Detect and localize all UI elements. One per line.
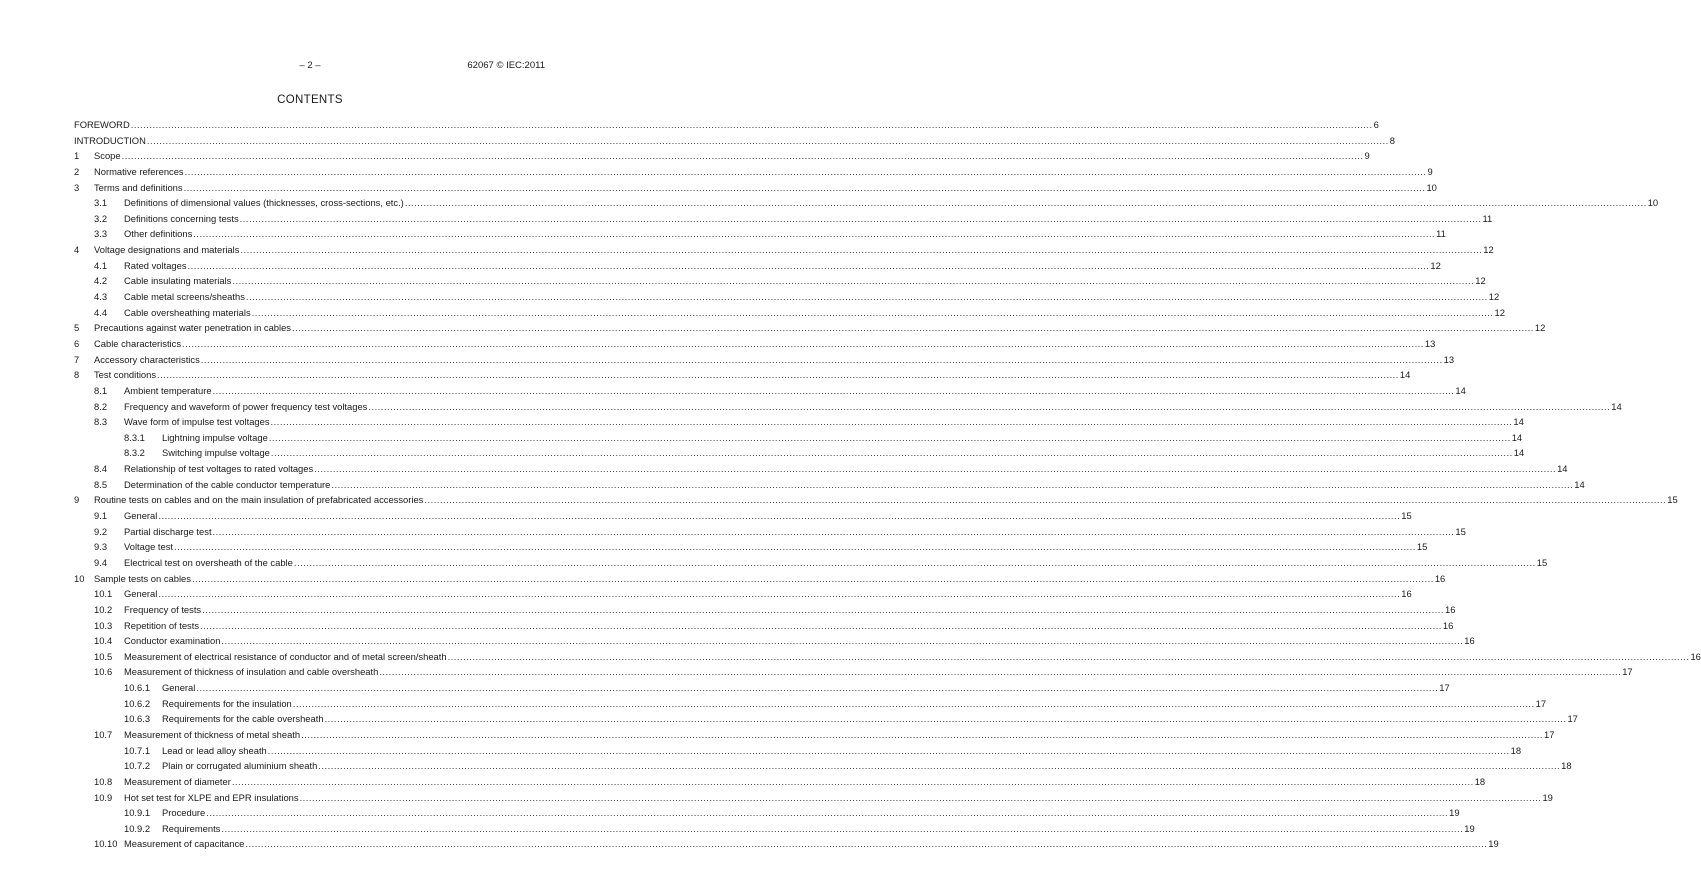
toc-entry-number: 9.2	[94, 525, 108, 537]
toc-entry[interactable]	[74, 242, 1494, 258]
toc-entry[interactable]	[74, 836, 1499, 852]
toc-entry-number: 7	[74, 353, 80, 365]
toc-entry-number: 8.3.2	[124, 447, 145, 459]
table-of-contents	[74, 117, 1701, 852]
toc-entry-page: 18	[1561, 760, 1572, 772]
dot-leader: ................................................................................................................................................................................................................................................................................................................................................................................................................	[121, 150, 1364, 162]
toc-entry-page: 12	[1534, 322, 1546, 334]
toc-entry-page: 17	[1567, 713, 1578, 725]
dot-leader: ................................................................................................................................................................................................................................................................................................................................................................................................................	[191, 572, 1434, 584]
toc-entry-title: Terms and definitions	[94, 181, 183, 193]
toc-entry-number: 10.9.2	[124, 822, 151, 834]
toc-entry[interactable]	[74, 133, 1395, 149]
toc-entry[interactable]	[74, 790, 1553, 806]
toc-entry-number: 8.4	[94, 463, 108, 475]
toc-entry-page: 17	[1535, 697, 1547, 709]
toc-entry-number: 4.4	[94, 306, 108, 318]
dot-leader: ................................................................................................................................................................................................................................................................................................................................................................................................................	[200, 619, 1442, 631]
toc-entry-title: Voltage designations and materials	[94, 244, 240, 256]
toc-entry-title: Relationship of test voltages to rated voltages	[124, 463, 314, 475]
toc-entry[interactable]	[74, 618, 1454, 634]
dot-leader: ................................................................................................................................................................................................................................................................................................................................................................................................................	[239, 212, 1482, 224]
toc-entry-page: 8	[1389, 134, 1395, 146]
toc-entry-number: 10.3	[94, 619, 113, 631]
toc-entry[interactable]	[74, 758, 1572, 774]
dot-leader: ................................................................................................................................................................................................................................................................................................................................................................................................................	[196, 682, 1439, 694]
toc-entry[interactable]	[74, 774, 1486, 790]
dot-leader: ................................................................................................................................................................................................................................................................................................................................................................................................................	[292, 322, 1534, 334]
toc-entry-title: Routine tests on cables and on the main insulation of prefabricated accessories	[94, 494, 424, 506]
toc-entry-title: Definitions concerning tests	[124, 212, 239, 224]
toc-entry-title: Test conditions	[94, 369, 157, 381]
toc-entry[interactable]	[74, 664, 1633, 680]
toc-entry-page: 12	[1475, 275, 1486, 287]
toc-entry-title: Determination of the cable conductor temperature	[124, 478, 331, 490]
toc-entry-number: 3.1	[94, 197, 108, 209]
dot-leader: ................................................................................................................................................................................................................................................................................................................................................................................................................	[292, 697, 1535, 709]
toc-entry-page: 19	[1464, 822, 1475, 834]
toc-entry-page: 14	[1513, 447, 1525, 459]
dot-leader: ................................................................................................................................................................................................................................................................................................................................................................................................................	[221, 822, 1464, 834]
page-number: – 2 –	[299, 60, 321, 71]
toc-entry-title: Conductor examination	[124, 635, 221, 647]
toc-entry-title: Measurement of electrical resistance of conductor and of metal screen/sheath	[124, 650, 447, 662]
toc-entry-title: Normative references	[94, 165, 184, 177]
toc-entry[interactable]	[74, 367, 1411, 383]
toc-entry-title: Cable metal screens/sheaths	[124, 291, 245, 303]
dot-leader: ................................................................................................................................................................................................................................................................................................................................................................................................................	[184, 165, 1427, 177]
toc-entry[interactable]	[74, 649, 1701, 665]
toc-entry-page: 13	[1424, 337, 1436, 349]
dot-leader: ................................................................................................................................................................................................................................................................................................................................................................................................................	[299, 791, 1542, 803]
dot-leader: ................................................................................................................................................................................................................................................................................................................................................................................................................	[379, 666, 1622, 678]
toc-entry-title: Cable insulating materials	[124, 275, 232, 287]
dot-leader: ................................................................................................................................................................................................................................................................................................................................................................................................................	[324, 713, 1567, 725]
toc-entry-title: Scope	[94, 150, 121, 162]
toc-entry-page: 19	[1449, 807, 1460, 819]
toc-entry-title: Requirements	[162, 822, 221, 834]
toc-entry-page: 17	[1622, 666, 1633, 678]
dot-leader: ................................................................................................................................................................................................................................................................................................................................................................................................................	[314, 463, 1557, 475]
toc-entry-title: General	[124, 510, 158, 522]
toc-entry-number: 8.1	[94, 384, 108, 396]
toc-entry-page: 11	[1482, 212, 1493, 224]
toc-entry-page: 13	[1443, 353, 1455, 365]
toc-entry[interactable]	[74, 492, 1678, 508]
toc-entry-number: 10.7	[94, 728, 113, 740]
dot-leader: ................................................................................................................................................................................................................................................................................................................................................................................................................	[245, 838, 1488, 850]
toc-entry[interactable]	[74, 727, 1555, 743]
toc-entry[interactable]	[74, 414, 1524, 430]
toc-entry[interactable]	[74, 336, 1436, 352]
toc-entry-title: Switching impulse voltage	[162, 447, 270, 459]
toc-entry-title: Requirements for the cable oversheath	[162, 713, 324, 725]
toc-entry-number: 10.5	[94, 650, 113, 662]
toc-entry-title: General	[124, 588, 158, 600]
dot-leader: ................................................................................................................................................................................................................................................................................................................................................................................................................	[231, 775, 1474, 787]
toc-entry-number: 8.3.1	[124, 431, 145, 443]
toc-entry-title: Cable characteristics	[94, 337, 182, 349]
dot-leader: ................................................................................................................................................................................................................................................................................................................................................................................................................	[268, 431, 1511, 443]
toc-entry-number: 3	[74, 181, 80, 193]
toc-entry-title: Voltage test	[124, 541, 173, 553]
toc-entry[interactable]	[74, 399, 1622, 415]
toc-entry-page: 16	[1401, 588, 1412, 600]
toc-entry-number: 3.2	[94, 212, 108, 224]
toc-entry-page: 18	[1510, 744, 1522, 756]
toc-entry-number: 6	[74, 337, 80, 349]
dot-leader: ................................................................................................................................................................................................................................................................................................................................................................................................................	[267, 744, 1510, 756]
dot-leader: ................................................................................................................................................................................................................................................................................................................................................................................................................	[368, 400, 1611, 412]
toc-entry-title: Definitions of dimensional values (thicknesses, cross-sections, etc.)	[124, 197, 404, 209]
toc-entry[interactable]	[74, 680, 1450, 696]
toc-entry-page: 16	[1442, 619, 1454, 631]
toc-entry[interactable]	[74, 289, 1500, 305]
toc-entry-page: 16	[1690, 650, 1701, 662]
toc-entry[interactable]	[74, 445, 1525, 461]
dot-leader: ................................................................................................................................................................................................................................................................................................................................................................................................................	[193, 228, 1436, 240]
toc-entry-number: 10.6.2	[124, 697, 151, 709]
toc-entry-title: Electrical test on oversheath of the cable	[124, 556, 293, 568]
toc-entry-page: 12	[1488, 291, 1500, 303]
toc-entry-title: Other definitions	[124, 228, 193, 240]
toc-entry-number: 4	[74, 244, 80, 256]
toc-entry[interactable]	[74, 571, 1446, 587]
toc-entry-number: 10.8	[94, 775, 113, 787]
dot-leader: ................................................................................................................................................................................................................................................................................................................................................................................................................	[174, 541, 1416, 553]
toc-entry[interactable]	[74, 586, 1412, 602]
toc-entry-page: 14	[1574, 478, 1585, 490]
toc-entry-page: 15	[1667, 494, 1678, 506]
toc-entry-page: 15	[1536, 556, 1548, 568]
toc-entry-number: 9.1	[94, 510, 108, 522]
toc-entry-title: General	[162, 682, 196, 694]
dot-leader: ................................................................................................................................................................................................................................................................................................................................................................................................................	[221, 635, 1464, 647]
toc-entry-page: 15	[1401, 510, 1412, 522]
toc-entry-page: 10	[1647, 197, 1659, 209]
toc-entry-page: 17	[1544, 728, 1555, 740]
toc-entry[interactable]	[74, 148, 1370, 164]
toc-entry-page: 19	[1488, 838, 1499, 850]
toc-entry-title: Hot set test for XLPE and EPR insulations	[124, 791, 299, 803]
toc-entry-number: 4.3	[94, 291, 108, 303]
toc-entry-page: 9	[1364, 150, 1370, 162]
toc-entry-number: 10.6.3	[124, 713, 151, 725]
toc-entry-title: Lead or lead alloy sheath	[162, 744, 267, 756]
toc-entry-title: Partial discharge test	[124, 525, 212, 537]
dot-leader: ................................................................................................................................................................................................................................................................................................................................................................................................................	[212, 525, 1455, 537]
toc-entry-title: Accessory characteristics	[94, 353, 200, 365]
toc-entry-title: Sample tests on cables	[94, 572, 191, 584]
toc-entry[interactable]	[74, 805, 1460, 821]
toc-entry-number: 10.6.1	[124, 682, 151, 694]
dot-leader: ................................................................................................................................................................................................................................................................................................................................................................................................................	[240, 244, 1483, 256]
toc-entry-number: 9	[74, 494, 80, 506]
dot-leader: ................................................................................................................................................................................................................................................................................................................................................................................................................	[331, 478, 1574, 490]
toc-entry[interactable]	[74, 383, 1466, 399]
toc-entry[interactable]	[74, 320, 1546, 336]
toc-entry[interactable]	[74, 539, 1428, 555]
toc-entry[interactable]	[74, 258, 1441, 274]
toc-entry-title: FOREWORD	[74, 119, 130, 130]
toc-entry-title: Procedure	[162, 807, 206, 819]
dot-leader: ................................................................................................................................................................................................................................................................................................................................................................................................................	[270, 416, 1513, 428]
dot-leader: ................................................................................................................................................................................................................................................................................................................................................................................................................	[318, 760, 1561, 772]
dot-leader: ................................................................................................................................................................................................................................................................................................................................................................................................................	[424, 494, 1667, 506]
toc-entry[interactable]	[74, 352, 1455, 368]
toc-entry-title: Frequency of tests	[124, 603, 202, 615]
toc-entry-title: Measurement of thickness of insulation and cable oversheath	[124, 666, 379, 678]
toc-entry-page: 14	[1557, 463, 1568, 475]
toc-entry-page: 9	[1427, 165, 1433, 177]
toc-entry-title: Measurement of capacitance	[124, 838, 245, 850]
toc-entry-title: Measurement of thickness of metal sheath	[124, 728, 301, 740]
toc-entry-number: 10.9	[94, 791, 113, 803]
toc-entry-number: 5	[74, 322, 80, 334]
toc-entry-title: Rated voltages	[124, 259, 187, 271]
toc-entry-page: 17	[1439, 682, 1450, 694]
toc-entry[interactable]	[74, 180, 1437, 196]
toc-entry-number: 10.7.1	[124, 744, 151, 756]
toc-entry-page: 12	[1483, 244, 1494, 256]
toc-entry-page: 14	[1455, 384, 1466, 396]
toc-entry-title: Lightning impulse voltage	[162, 431, 268, 443]
toc-entry-number: 8.5	[94, 478, 108, 490]
dot-leader: ................................................................................................................................................................................................................................................................................................................................................................................................................	[301, 728, 1544, 740]
toc-entry-title: Wave form of impulse test voltages	[124, 416, 270, 428]
toc-entry-page: 6	[1373, 119, 1379, 130]
toc-entry[interactable]	[74, 477, 1585, 493]
dot-leader: ................................................................................................................................................................................................................................................................................................................................................................................................................	[293, 556, 1536, 568]
toc-entry-page: 12	[1430, 259, 1441, 271]
toc-entry[interactable]	[74, 743, 1522, 759]
toc-entry[interactable]	[74, 602, 1456, 618]
toc-entry-page: 14	[1511, 431, 1523, 443]
toc-entry-title: Frequency and waveform of power frequency test voltages	[124, 400, 368, 412]
dot-leader: ................................................................................................................................................................................................................................................................................................................................................................................................................	[270, 447, 1513, 459]
toc-entry-title: Measurement of diameter	[124, 775, 231, 787]
toc-entry[interactable]	[74, 508, 1412, 524]
toc-entry-page: 16	[1434, 572, 1446, 584]
document-reference: 62067 © IEC:2011	[467, 60, 545, 71]
toc-entry-page: 16	[1464, 635, 1475, 647]
toc-entry[interactable]	[74, 430, 1523, 446]
toc-entry-number: 2	[74, 165, 80, 177]
dot-leader: ................................................................................................................................................................................................................................................................................................................................................................................................................	[157, 369, 1399, 381]
dot-leader: ................................................................................................................................................................................................................................................................................................................................................................................................................	[183, 181, 1426, 193]
dot-leader: ................................................................................................................................................................................................................................................................................................................................................................................................................	[447, 650, 1690, 662]
toc-entry-title: Cable oversheathing materials	[124, 306, 251, 318]
toc-entry-number: 8.2	[94, 400, 108, 412]
toc-entry-page: 18	[1474, 775, 1486, 787]
dot-leader: ................................................................................................................................................................................................................................................................................................................................................................................................................	[251, 306, 1494, 318]
toc-entry[interactable]	[74, 711, 1578, 727]
toc-entry-page: 10	[1426, 181, 1437, 193]
toc-entry-number: 4.2	[94, 275, 108, 287]
dot-leader: ................................................................................................................................................................................................................................................................................................................................................................................................................	[158, 510, 1401, 522]
toc-entry-number: 10.2	[94, 603, 113, 615]
toc-entry-number: 10.9.1	[124, 807, 151, 819]
toc-entry-page: 15	[1455, 525, 1466, 537]
dot-leader: ................................................................................................................................................................................................................................................................................................................................................................................................................	[158, 588, 1401, 600]
toc-entry[interactable]	[74, 696, 1547, 712]
contents-title: CONTENTS	[277, 94, 343, 106]
toc-entry[interactable]	[74, 633, 1475, 649]
toc-entry[interactable]	[74, 195, 1659, 211]
toc-entry-page: 16	[1445, 603, 1456, 615]
dot-leader: ................................................................................................................................................................................................................................................................................................................................................................................................................	[200, 353, 1443, 365]
toc-entry-number: 10.6	[94, 666, 113, 678]
toc-entry[interactable]	[74, 305, 1505, 321]
toc-entry-title: Plain or corrugated aluminium sheath	[162, 760, 318, 772]
dot-leader: ................................................................................................................................................................................................................................................................................................................................................................................................................	[202, 603, 1444, 615]
toc-entry-number: 4.1	[94, 259, 108, 271]
dot-leader: ................................................................................................................................................................................................................................................................................................................................................................................................................	[187, 259, 1430, 271]
toc-entry-number: 10.1	[94, 588, 113, 600]
dot-leader: ................................................................................................................................................................................................................................................................................................................................................................................................................	[146, 134, 1389, 146]
toc-entry-number: 10.4	[94, 635, 113, 647]
dot-leader: ................................................................................................................................................................................................................................................................................................................................................................................................................	[130, 119, 1373, 130]
toc-entry-page: 12	[1494, 306, 1505, 318]
toc-entry-number: 10.10	[94, 838, 118, 850]
dot-leader: ................................................................................................................................................................................................................................................................................................................................................................................................................	[212, 384, 1455, 396]
toc-entry-title: INTRODUCTION	[74, 134, 146, 146]
toc-entry[interactable]	[74, 555, 1548, 571]
toc-entry[interactable]	[74, 461, 1568, 477]
page-header	[0, 60, 620, 74]
toc-entry-title: Requirements for the insulation	[162, 697, 292, 709]
toc-entry-page: 15	[1416, 541, 1428, 553]
toc-entry-number: 9.4	[94, 556, 108, 568]
dot-leader: ................................................................................................................................................................................................................................................................................................................................................................................................................	[404, 197, 1647, 209]
dot-leader: ................................................................................................................................................................................................................................................................................................................................................................................................................	[232, 275, 1475, 287]
toc-entry-number: 10.7.2	[124, 760, 151, 772]
toc-entry[interactable]	[74, 117, 1379, 133]
toc-entry[interactable]	[74, 164, 1433, 180]
toc-entry-page: 14	[1399, 369, 1411, 381]
toc-entry-page: 14	[1513, 416, 1524, 428]
dot-leader: ................................................................................................................................................................................................................................................................................................................................................................................................................	[182, 337, 1424, 349]
toc-entry-number: 1	[74, 150, 80, 162]
toc-entry-number: 3.3	[94, 228, 108, 240]
toc-entry-page: 14	[1611, 400, 1622, 412]
toc-entry-number: 8	[74, 369, 80, 381]
toc-entry-number: 9.3	[94, 541, 108, 553]
dot-leader: ................................................................................................................................................................................................................................................................................................................................................................................................................	[206, 807, 1449, 819]
dot-leader: ................................................................................................................................................................................................................................................................................................................................................................................................................	[245, 291, 1488, 303]
toc-entry[interactable]	[74, 273, 1486, 289]
toc-entry-page: 19	[1542, 791, 1553, 803]
toc-entry[interactable]	[74, 211, 1493, 227]
toc-entry-title: Ambient temperature	[124, 384, 212, 396]
toc-entry-title: Precautions against water penetration in cables	[94, 322, 291, 334]
toc-entry-number: 8.3	[94, 416, 108, 428]
toc-entry[interactable]	[74, 524, 1466, 540]
toc-entry[interactable]	[74, 226, 1446, 242]
toc-entry-title: Repetition of tests	[124, 619, 200, 631]
toc-entry[interactable]	[74, 821, 1475, 837]
toc-entry-page: 11	[1436, 228, 1446, 240]
toc-entry-number: 10	[74, 572, 85, 584]
